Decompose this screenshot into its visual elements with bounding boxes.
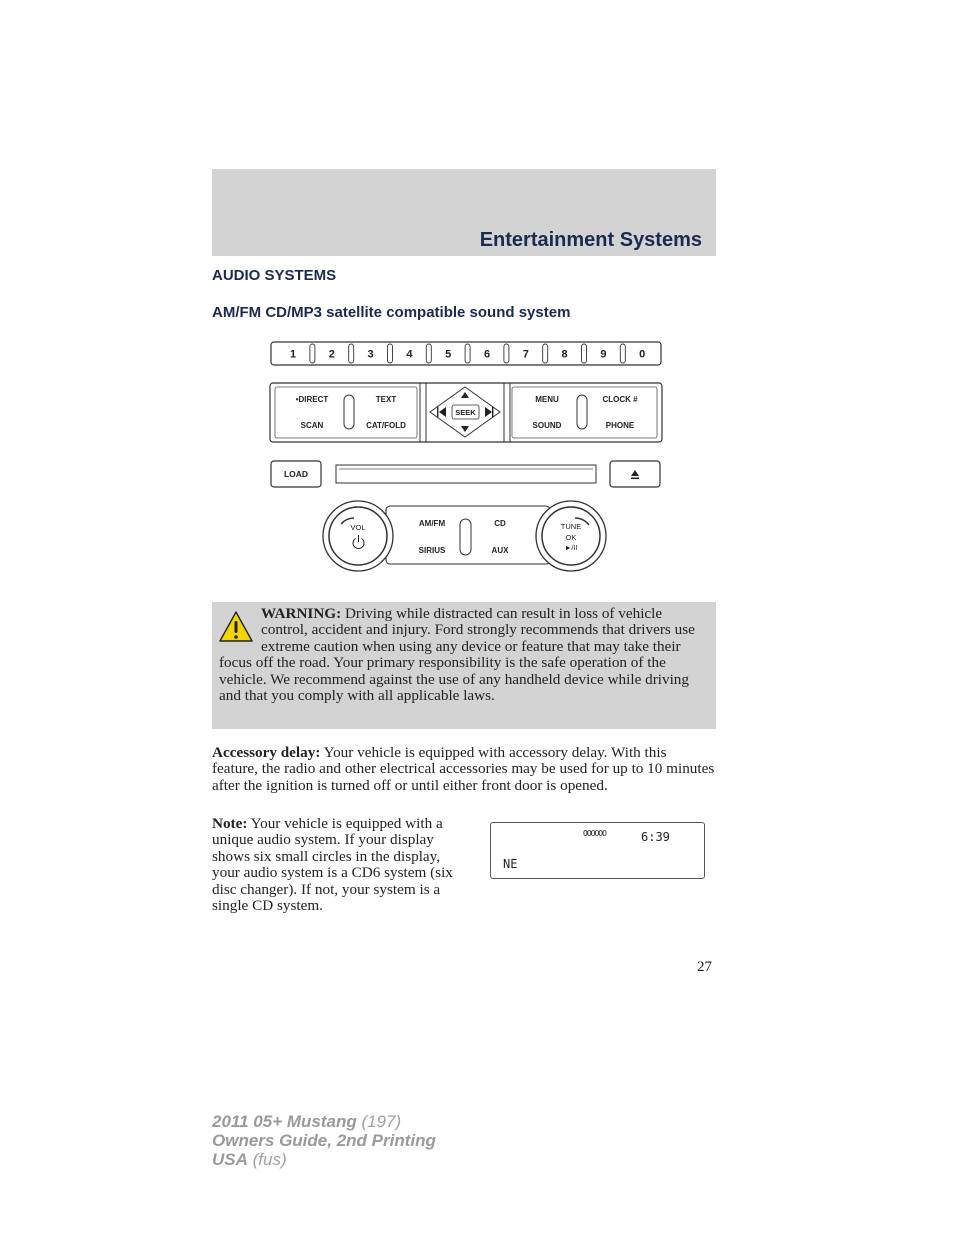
clock-label: CLOCK # (602, 395, 638, 404)
load-label: LOAD (283, 469, 309, 479)
preset-8-label: 8 (561, 348, 568, 361)
display-time: 6:39 (641, 830, 670, 844)
amfm-label: AM/FM (418, 519, 446, 528)
tune-label: TUNE (560, 522, 582, 531)
sound-label: SOUND (532, 421, 562, 430)
text-label: TEXT (375, 395, 397, 404)
footer (212, 1112, 436, 1169)
direct-label: •DIRECT (295, 395, 329, 404)
preset-3-label: 3 (367, 348, 374, 361)
preset-separator (582, 344, 587, 363)
preset-separator (620, 344, 625, 363)
page-number: 27 (697, 959, 712, 975)
preset-separator (465, 344, 470, 363)
ok-label: OK (565, 533, 577, 542)
footer-model: 2011 05+ Mustang (212, 1112, 357, 1131)
footer-market-code: (fus) (247, 1150, 287, 1169)
warning-box (212, 602, 716, 729)
preset-separator (543, 344, 548, 363)
seek-label: SEEK (455, 408, 476, 417)
footer-guide: Owners Guide, 2nd Printing (212, 1131, 436, 1150)
radio-display (490, 822, 705, 879)
preset-separator (349, 344, 354, 363)
preset-2-label: 2 (328, 348, 335, 361)
aux-label: AUX (491, 546, 509, 555)
subsection-title: AM/FM CD/MP3 satellite compatible sound system (212, 304, 571, 321)
menu-label: MENU (535, 395, 559, 404)
note-text: Your vehicle is equipped with a unique audio system. If your display shows six small circles in the display, your audio system is a CD6 system (six disc changer). If not, your system is a single CD system. (212, 815, 453, 915)
warning-triangle-icon (219, 610, 253, 644)
preset-separator (310, 344, 315, 363)
note-label: Note: (212, 815, 248, 832)
preset-5-label: 5 (445, 348, 452, 361)
preset-0-label: 0 (639, 348, 646, 361)
catfold-label: CAT/FOLD (366, 421, 406, 430)
cd-label: CD (494, 519, 506, 528)
vol-label: VOL (350, 523, 366, 532)
preset-9-label: 9 (600, 348, 607, 361)
preset-separator (388, 344, 393, 363)
accessory-delay-paragraph (212, 745, 716, 794)
play-pause-label: ►/II (564, 545, 578, 552)
preset-7-label: 7 (522, 348, 529, 361)
footer-market: USA (212, 1150, 248, 1169)
header-band (212, 169, 716, 256)
preset-6-label: 6 (483, 348, 491, 361)
display-heading: NE (503, 857, 518, 871)
section-title: AUDIO SYSTEMS (212, 267, 337, 284)
tune-knob (536, 501, 606, 571)
accessory-delay-text: Your vehicle is equipped with accessory delay. With this feature, the radio and other electrical accessories may be used for up to 10 minutes after the ignition is turned off or until either front door is opened. (212, 744, 715, 794)
preset-separator (426, 344, 431, 363)
accessory-delay-label: Accessory delay: (212, 744, 321, 761)
volume-knob (323, 501, 393, 571)
preset-separator (504, 344, 509, 363)
chapter-title: Entertainment Systems (479, 229, 702, 251)
note-paragraph (212, 816, 470, 914)
preset-1-label: 1 (289, 348, 297, 361)
sirius-label: SIRIUS (418, 546, 446, 555)
disc-circles: OOOOOO (583, 829, 606, 838)
scan-label: SCAN (300, 421, 324, 430)
preset-4-label: 4 (406, 348, 413, 361)
warning-text: Driving while distracted can result in loss of vehicle control, accident and injury. Ford strongly recommends that drivers use extreme caution when using any device or feature that may take their focus off the road. Your primary responsibility is the safe operation of the vehicle. We recommend against the use of any handheld device while driving and that you comply with all applicable laws. (219, 605, 695, 705)
radio-faceplate-diagram (260, 335, 670, 580)
footer-model-code: (197) (356, 1112, 402, 1131)
warning-label: WARNING: (261, 605, 342, 622)
phone-label: PHONE (605, 421, 635, 430)
